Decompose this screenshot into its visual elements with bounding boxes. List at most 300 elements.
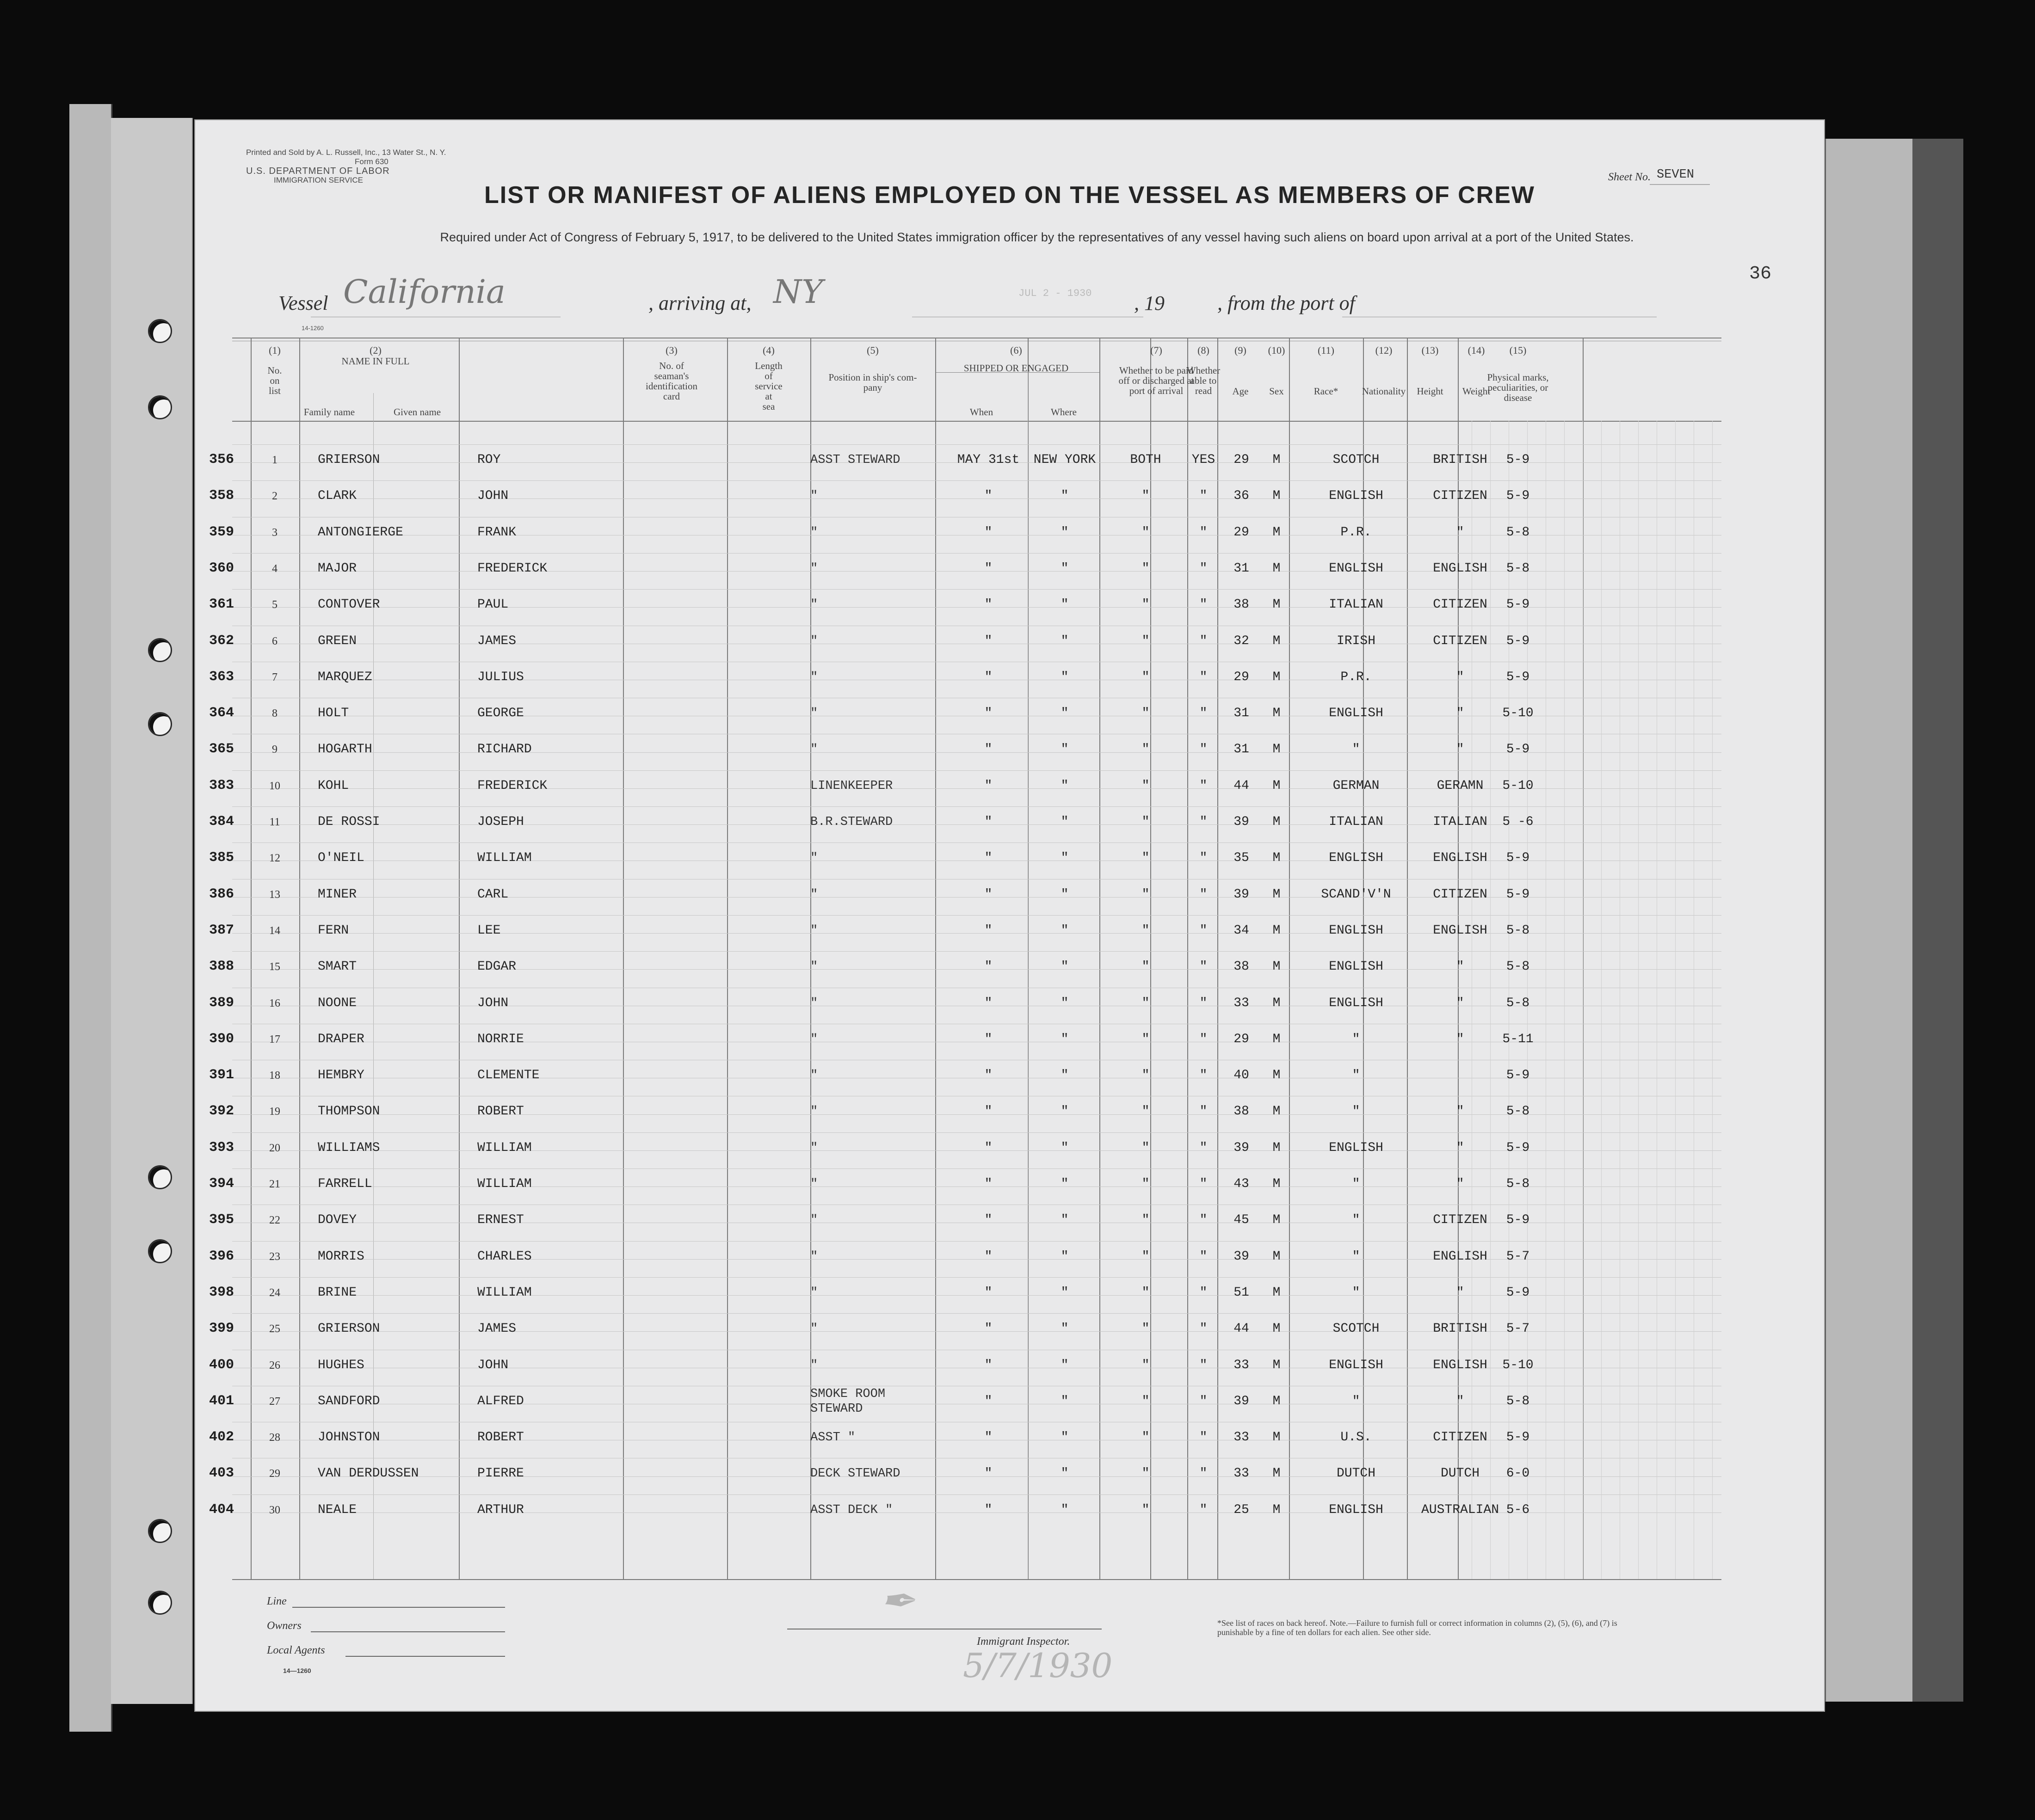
cell-sex: M xyxy=(1272,778,1281,793)
cell-given: PIERRE xyxy=(477,1466,524,1481)
cell-where: " xyxy=(1061,996,1069,1010)
manifest-sheet xyxy=(194,119,1825,1712)
arriving-label: , arriving at, xyxy=(648,292,752,314)
cell-when: " xyxy=(984,706,993,721)
graph-line xyxy=(1601,421,1602,1579)
cell-race: " xyxy=(1352,742,1360,757)
line-label: Line xyxy=(267,1595,287,1607)
cell-nationality: ENGLISH xyxy=(1433,561,1487,576)
cell-age: 33 xyxy=(1233,1358,1249,1372)
cell-height: 5-8 xyxy=(1506,959,1530,974)
cell-paid: " xyxy=(1141,1466,1150,1481)
cell-mark: 360 xyxy=(209,560,234,576)
cell-where: " xyxy=(1061,1213,1069,1228)
cell-nationality: " xyxy=(1456,1104,1464,1119)
where-header: Where xyxy=(1051,406,1077,418)
cell-height: 5-9 xyxy=(1506,633,1530,648)
graph-line xyxy=(1675,421,1676,1579)
column-divider xyxy=(299,338,300,1579)
cell-no: 23 xyxy=(269,1250,280,1263)
cell-read: " xyxy=(1199,1358,1208,1372)
cell-nationality: DUTCH xyxy=(1440,1466,1480,1481)
punch-hole xyxy=(148,1239,172,1263)
cell-position: " xyxy=(810,707,818,721)
ruled-line xyxy=(232,915,1721,916)
column-divider xyxy=(1187,338,1188,1579)
cell-sex: M xyxy=(1272,1502,1281,1517)
cell-age: 44 xyxy=(1233,1322,1249,1336)
cell-paid: " xyxy=(1141,996,1150,1010)
cell-mark: 385 xyxy=(209,850,234,866)
punch-hole xyxy=(148,1165,172,1189)
cell-given: ALFRED xyxy=(477,1394,524,1408)
cell-when: " xyxy=(984,1068,993,1083)
cell-position: " xyxy=(810,887,818,902)
cell-sex: M xyxy=(1272,815,1281,829)
page-subtitle: Required under Act of Congress of February 5, 1917, to be delivered to the United States immigration officer by the representatives of any vessel having such aliens on board upon arrival at a port of the United States. xyxy=(440,230,1634,244)
column-number: (7) xyxy=(1150,344,1162,356)
cell-age: 39 xyxy=(1233,815,1249,829)
punch-hole xyxy=(148,395,172,419)
cell-where: " xyxy=(1061,1285,1069,1300)
cell-sex: M xyxy=(1272,851,1281,866)
cell-nationality: " xyxy=(1456,959,1464,974)
cell-position: " xyxy=(810,923,818,938)
cell-race: DUTCH xyxy=(1336,1466,1376,1481)
cell-position: " xyxy=(810,851,818,866)
cell-position: " xyxy=(810,634,818,648)
cell-family: JOHNSTON xyxy=(318,1430,380,1445)
column-number: (12) xyxy=(1375,344,1393,356)
ruled-line xyxy=(232,589,1721,590)
cell-height: 5-9 xyxy=(1506,597,1530,612)
given-name-header: Given name xyxy=(393,406,441,418)
cell-height: 5-9 xyxy=(1506,1140,1530,1155)
column-number: (13) xyxy=(1421,344,1439,356)
cell-age: 39 xyxy=(1233,1249,1249,1264)
cell-race: P.R. xyxy=(1340,670,1372,684)
cell-position: " xyxy=(810,1105,818,1119)
cell-family: MORRIS xyxy=(318,1249,364,1264)
column-number: (3) xyxy=(666,344,678,356)
cell-when: " xyxy=(984,489,993,504)
cell-nationality: " xyxy=(1456,1177,1464,1191)
column-header: Physical marks, peculiarities, or disease xyxy=(1487,372,1549,403)
cell-when: " xyxy=(984,1213,993,1228)
cell-family: WILLIAMS xyxy=(318,1140,380,1155)
cell-when: " xyxy=(984,1140,993,1155)
cell-age: 31 xyxy=(1233,561,1249,576)
cell-when: " xyxy=(984,1104,993,1119)
cell-paid: BOTH xyxy=(1130,453,1161,467)
cell-family: GRIERSON xyxy=(318,1322,380,1336)
cell-race: ENGLISH xyxy=(1329,1502,1383,1517)
cell-read: " xyxy=(1199,1213,1208,1228)
cell-no: 19 xyxy=(269,1106,280,1118)
ruled-line xyxy=(232,969,1721,970)
cell-position: " xyxy=(810,960,818,974)
cell-age: 29 xyxy=(1233,453,1249,467)
inspector-label: Immigrant Inspector. xyxy=(977,1636,1070,1648)
cell-paid: " xyxy=(1141,959,1150,974)
cell-where: " xyxy=(1061,1394,1069,1408)
cell-no: 21 xyxy=(269,1178,280,1190)
cell-when: " xyxy=(984,525,993,540)
column-divider xyxy=(1363,338,1364,1579)
cell-no: 27 xyxy=(269,1395,280,1408)
cell-given: FRANK xyxy=(477,525,517,540)
form-code-bottom: 14—1260 xyxy=(283,1667,311,1674)
cell-sex: M xyxy=(1272,670,1281,684)
ruled-line xyxy=(232,498,1721,499)
cell-mark: 386 xyxy=(209,886,234,902)
ruled-line xyxy=(232,1295,1721,1296)
cell-family: SANDFORD xyxy=(318,1394,380,1408)
cell-height: 5-10 xyxy=(1502,778,1534,793)
punch-hole xyxy=(148,638,172,662)
cell-mark: 362 xyxy=(209,633,234,649)
cell-paid: " xyxy=(1141,1358,1150,1372)
cell-mark: 404 xyxy=(209,1501,234,1518)
cell-paid: " xyxy=(1141,1502,1150,1517)
cell-sex: M xyxy=(1272,633,1281,648)
cell-race: SCAND'V'N xyxy=(1321,887,1391,902)
cell-where: " xyxy=(1061,815,1069,829)
cell-height: 5-9 xyxy=(1506,1213,1530,1228)
cell-given: CHARLES xyxy=(477,1249,532,1264)
cell-nationality: CITIZEN xyxy=(1433,489,1487,504)
cell-mark: 356 xyxy=(209,452,234,467)
cell-height: 5-8 xyxy=(1506,1104,1530,1119)
cell-paid: " xyxy=(1141,1285,1150,1300)
ruled-line xyxy=(232,1313,1721,1314)
cell-height: 5-11 xyxy=(1502,1032,1534,1046)
cell-position: " xyxy=(810,1358,818,1372)
ruled-line xyxy=(232,897,1721,898)
year-label: , 19 xyxy=(1134,292,1165,314)
cell-paid: " xyxy=(1141,706,1150,721)
cell-read: " xyxy=(1199,815,1208,829)
cell-given: FREDERICK xyxy=(477,561,548,576)
ruled-line xyxy=(232,1241,1721,1242)
inspector-signature: ✒ xyxy=(880,1577,915,1625)
cell-when: " xyxy=(984,996,993,1010)
cell-paid: " xyxy=(1141,597,1150,612)
cell-sex: M xyxy=(1272,1430,1281,1445)
cell-given: ERNEST xyxy=(477,1213,524,1228)
cell-given: LEE xyxy=(477,923,501,938)
cell-where: " xyxy=(1061,887,1069,902)
cell-no: 26 xyxy=(269,1359,280,1371)
cell-family: FERN xyxy=(318,923,349,938)
cell-given: WILLIAM xyxy=(477,1177,532,1191)
cell-height: 5-9 xyxy=(1506,742,1530,757)
ruled-line xyxy=(232,788,1721,789)
cell-paid: " xyxy=(1141,887,1150,902)
cell-height: 5-8 xyxy=(1506,561,1530,576)
cell-sex: M xyxy=(1272,1249,1281,1264)
cell-where: " xyxy=(1061,1032,1069,1046)
cell-height: 5-10 xyxy=(1502,706,1534,721)
cell-where: " xyxy=(1061,851,1069,866)
cell-given: CLEMENTE xyxy=(477,1068,540,1083)
cell-family: DOVEY xyxy=(318,1213,357,1228)
cell-no: 2 xyxy=(272,490,278,503)
cell-given: ROY xyxy=(477,453,501,467)
owners-label: Owners xyxy=(267,1620,302,1632)
cell-where: " xyxy=(1061,742,1069,757)
cell-nationality: BRITISH xyxy=(1433,453,1487,467)
cell-where: " xyxy=(1061,597,1069,612)
ruled-line xyxy=(232,607,1721,608)
when-header: When xyxy=(969,406,993,418)
cell-when: " xyxy=(984,815,993,829)
cell-family: ANTONGIERGE xyxy=(318,525,403,540)
cell-nationality: " xyxy=(1456,525,1464,540)
cell-position: " xyxy=(810,1322,818,1336)
cell-race: ITALIAN xyxy=(1329,597,1383,612)
cell-sex: M xyxy=(1272,1358,1281,1372)
page-title: LIST OR MANIFEST OF ALIENS EMPLOYED ON THE VESSEL AS MEMBERS OF CREW xyxy=(484,182,1535,209)
cell-paid: " xyxy=(1141,1140,1150,1155)
column-divider xyxy=(1150,338,1151,1579)
cell-no: 16 xyxy=(269,997,280,1009)
cell-given: RICHARD xyxy=(477,742,532,757)
cell-height: 5-6 xyxy=(1506,1502,1530,1517)
cell-read: " xyxy=(1199,742,1208,757)
column-header: Whether to be paid off or discharged at port of arrival xyxy=(1118,365,1194,396)
punch-hole xyxy=(148,712,172,736)
family-name-header: Family name xyxy=(303,406,355,418)
column-divider xyxy=(935,338,936,1579)
cell-nationality: " xyxy=(1456,1140,1464,1155)
cell-where: " xyxy=(1061,959,1069,974)
cell-paid: " xyxy=(1141,1068,1150,1083)
cell-mark: 387 xyxy=(209,922,234,938)
cell-when: " xyxy=(984,1032,993,1046)
cell-paid: " xyxy=(1141,1032,1150,1046)
punch-hole xyxy=(148,1591,172,1615)
cell-sex: M xyxy=(1272,561,1281,576)
cell-sex: M xyxy=(1272,525,1281,540)
column-number: (2) xyxy=(370,344,382,356)
cell-no: 17 xyxy=(269,1033,280,1045)
ruled-line xyxy=(232,1150,1721,1151)
cell-when: " xyxy=(984,1502,993,1517)
cell-no: 9 xyxy=(272,744,278,756)
column-divider xyxy=(251,338,252,1579)
cell-age: 44 xyxy=(1233,778,1249,793)
cell-given: JAMES xyxy=(477,633,517,648)
cell-mark: 364 xyxy=(209,705,234,721)
cell-position: " xyxy=(810,1177,818,1191)
cell-read: " xyxy=(1199,887,1208,902)
binder-right xyxy=(1825,139,1914,1702)
cell-sex: M xyxy=(1272,1104,1281,1119)
cell-position: " xyxy=(810,561,818,576)
cell-nationality: AUSTRALIAN xyxy=(1421,1502,1499,1517)
cell-given: FREDERICK xyxy=(477,778,548,793)
cell-when: " xyxy=(984,851,993,866)
cell-mark: 390 xyxy=(209,1031,234,1047)
cell-given: WILLIAM xyxy=(477,1285,532,1300)
cell-mark: 384 xyxy=(209,814,234,830)
ruled-line xyxy=(232,1132,1721,1133)
cell-given: ROBERT xyxy=(477,1104,524,1119)
cell-mark: 393 xyxy=(209,1139,234,1156)
cell-where: " xyxy=(1061,1068,1069,1083)
cell-height: 5-8 xyxy=(1506,1394,1530,1408)
cell-where: " xyxy=(1061,1430,1069,1445)
ruled-line xyxy=(232,951,1721,952)
vessel-label: Vessel xyxy=(278,292,328,314)
column-divider xyxy=(459,338,460,1579)
cell-sex: M xyxy=(1272,453,1281,467)
cell-when: " xyxy=(984,1285,993,1300)
cell-race: SCOTCH xyxy=(1332,453,1380,467)
column-divider xyxy=(1217,338,1218,1579)
sheet-underline xyxy=(1650,184,1710,185)
cell-age: 34 xyxy=(1233,923,1249,938)
column-number: (9) xyxy=(1234,344,1246,356)
cell-family: NOONE xyxy=(318,996,357,1010)
cell-paid: " xyxy=(1141,670,1150,684)
cell-where: " xyxy=(1061,706,1069,721)
cell-family: HEMBRY xyxy=(318,1068,364,1083)
cell-paid: " xyxy=(1141,923,1150,938)
cell-height: 5-8 xyxy=(1506,525,1530,540)
column-number: (1) xyxy=(269,344,281,356)
cell-sex: M xyxy=(1272,996,1281,1010)
cell-nationality: ENGLISH xyxy=(1433,923,1487,938)
cell-mark: 392 xyxy=(209,1103,234,1119)
column-header: Race* xyxy=(1314,386,1338,397)
cell-age: 39 xyxy=(1233,1394,1249,1408)
cell-nationality: GERAMN xyxy=(1437,778,1484,793)
cell-read: " xyxy=(1199,1140,1208,1155)
cell-race: ENGLISH xyxy=(1329,959,1383,974)
cell-sex: M xyxy=(1272,959,1281,974)
cell-family: HOLT xyxy=(318,706,349,721)
ruled-line xyxy=(232,842,1721,843)
cell-sex: M xyxy=(1272,1466,1281,1481)
ruled-line xyxy=(232,1494,1721,1495)
cell-race: ENGLISH xyxy=(1329,1358,1383,1372)
cell-paid: " xyxy=(1141,742,1150,757)
cell-read: " xyxy=(1199,489,1208,504)
cell-read: " xyxy=(1199,1104,1208,1119)
cell-race: GERMAN xyxy=(1332,778,1380,793)
cell-sex: M xyxy=(1272,1032,1281,1046)
cell-read: " xyxy=(1199,1032,1208,1046)
cell-family: MINER xyxy=(318,887,357,902)
cell-given: WILLIAM xyxy=(477,851,532,866)
cell-position: " xyxy=(810,996,818,1010)
owners-underline xyxy=(311,1631,505,1632)
cell-where: " xyxy=(1061,778,1069,793)
ruled-line xyxy=(232,1476,1721,1477)
cell-age: 43 xyxy=(1233,1177,1249,1191)
cell-when: " xyxy=(984,959,993,974)
footnote: *See list of races on back hereof. Note.—Failure to furnish full or correct information in columns (2), (5), (6), and (7) is punishable by a fine of ten dollars for each alien. See other side. xyxy=(1217,1618,1617,1637)
cell-read: " xyxy=(1199,1502,1208,1517)
cell-where: " xyxy=(1061,561,1069,576)
ruled-line xyxy=(232,571,1721,572)
cell-sex: M xyxy=(1272,1068,1281,1083)
column-divider xyxy=(1289,338,1290,1579)
cell-family: GRIERSON xyxy=(318,453,380,467)
cell-position: " xyxy=(810,743,818,757)
column-number: (4) xyxy=(763,344,775,356)
column-divider xyxy=(1458,338,1459,1579)
binder-left xyxy=(69,104,112,1732)
ruled-line xyxy=(232,752,1721,753)
agents-underline xyxy=(345,1656,505,1657)
cell-nationality: CITIZEN xyxy=(1433,597,1487,612)
cell-race: " xyxy=(1352,1104,1360,1119)
ruled-line xyxy=(232,1168,1721,1169)
cell-sex: M xyxy=(1272,742,1281,757)
cell-age: 38 xyxy=(1233,597,1249,612)
cell-where: " xyxy=(1061,633,1069,648)
cell-race: " xyxy=(1352,1032,1360,1046)
cell-age: 39 xyxy=(1233,887,1249,902)
cell-family: CLARK xyxy=(318,489,357,504)
cell-age: 29 xyxy=(1233,670,1249,684)
cell-race: U.S. xyxy=(1340,1430,1372,1445)
cell-position: " xyxy=(810,598,818,612)
cell-sex: M xyxy=(1272,706,1281,721)
cell-when: " xyxy=(984,1430,993,1445)
cell-mark: 389 xyxy=(209,995,234,1011)
cell-when: " xyxy=(984,1322,993,1336)
cell-height: 5-10 xyxy=(1502,1358,1534,1372)
cell-read: " xyxy=(1199,778,1208,793)
cell-where: " xyxy=(1061,1322,1069,1336)
cell-race: " xyxy=(1352,1394,1360,1408)
column-header: Whether able to read xyxy=(1186,365,1221,396)
cell-position: " xyxy=(810,1285,818,1300)
cell-no: 24 xyxy=(269,1286,280,1299)
cell-age: 25 xyxy=(1233,1502,1249,1517)
cell-mark: 358 xyxy=(209,488,234,504)
service-name: IMMIGRATION SERVICE xyxy=(274,176,364,184)
cell-where: " xyxy=(1061,670,1069,684)
cell-height: 5-8 xyxy=(1506,923,1530,938)
cell-height: 5-9 xyxy=(1506,670,1530,684)
cell-where: " xyxy=(1061,1466,1069,1481)
cell-no: 3 xyxy=(272,526,278,539)
ruled-line xyxy=(232,824,1721,825)
from-port-label: , from the port of xyxy=(1217,292,1355,314)
cell-nationality: " xyxy=(1456,706,1464,721)
cell-height: 5-9 xyxy=(1506,887,1530,902)
cell-read: " xyxy=(1199,923,1208,938)
cell-no: 5 xyxy=(272,599,278,611)
cell-where: " xyxy=(1061,1358,1069,1372)
cell-given: JOHN xyxy=(477,996,509,1010)
cell-family: THOMPSON xyxy=(318,1104,380,1119)
ruled-line xyxy=(232,480,1721,481)
cell-when: " xyxy=(984,742,993,757)
cell-paid: " xyxy=(1141,561,1150,576)
ruled-line xyxy=(232,1259,1721,1260)
cell-height: 5-9 xyxy=(1506,851,1530,866)
cell-mark: 394 xyxy=(209,1176,234,1192)
cell-paid: " xyxy=(1141,1249,1150,1264)
cell-mark: 395 xyxy=(209,1212,234,1228)
cell-height: 5-8 xyxy=(1506,996,1530,1010)
